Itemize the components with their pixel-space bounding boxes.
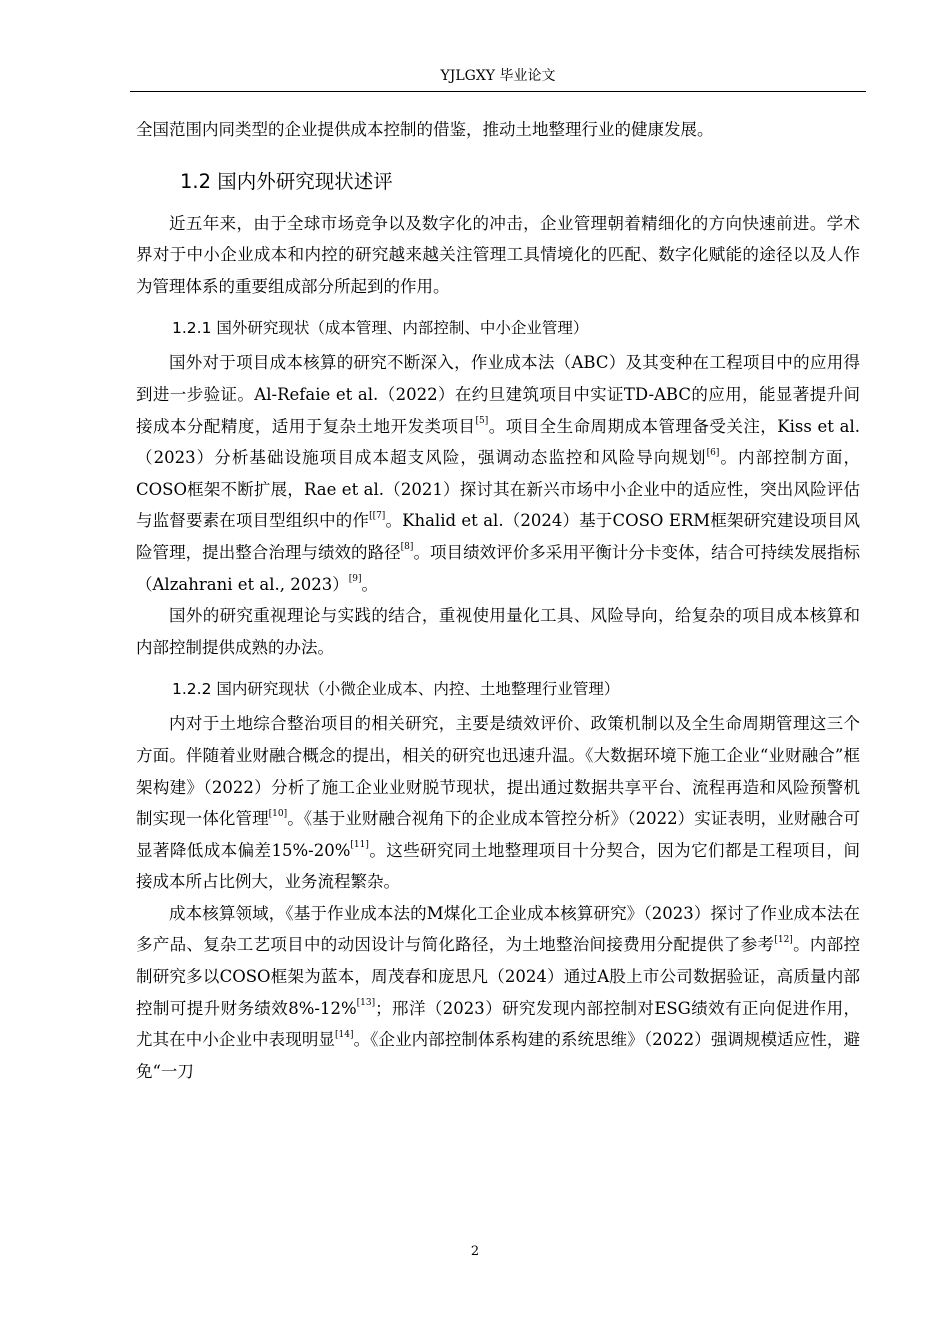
citation-ref: [11] xyxy=(350,840,369,851)
subsection-heading-1-2-2: 1.2.2 国内研究现状（小微企业成本、内控、土地整理行业管理） xyxy=(172,680,620,699)
text-run: 成本核算领域，《基于作业成本法的M煤化工企业成本核算研究》（2023）探讨了作业成本法在多产品、复杂工艺项目中的动因设计与简化路径，为土地整治间接费用分配提供了参考 xyxy=(136,903,860,955)
section-heading-1-2: 1.2 国内外研究现状述评 xyxy=(180,169,393,193)
text-run: 。Khalid et al.（2024）基于COSO ERM框架研究建设项目风险管理，提出整合治理与绩效的路径 xyxy=(136,511,861,562)
text-run: 。项目全生命周期成本管理备受关注，Kiss et al.（2023）分析基础设施项目成本超支风险，强调动态监控和风险导向规划 xyxy=(136,416,860,468)
page-number: 2 xyxy=(470,1244,480,1259)
text-run: 。内部控制研究多以COSO框架为蓝本，周茂春和庞思凡（2024）通过A股上市公司数据验证，高质量内部控制可提升财务绩效8%-12% xyxy=(136,935,861,1018)
paragraph-foreign-summary: 国外的研究重视理论与实践的结合，重视使用量化工具、风险导向，给复杂的项目成本核算和内部控制提供成熟的办法。 xyxy=(136,606,860,657)
text-run: 内对于土地综合整治项目的相关研究，主要是绩效评价、政策机制以及全生命周期管理这三个方面。伴随着业财融合概念的提出，相关的研究也迅速升温。《大数据环境下施工企业“业财融合”框架构建》（2022）分析了施工企业业财脱节现状，提出通过数据共享平台、流程再造和风险预警机制实现一体化管理 xyxy=(136,714,860,829)
citation-ref: [9] xyxy=(348,574,362,585)
text-run: 。内部控制方面，COSO框架不断扩展，Rae et al.（2021）探讨其在新兴市场中小企业中的适应性，突出风险评估与监督要素在项目型组织中的作 xyxy=(136,448,860,531)
citation-ref: [14] xyxy=(335,1029,354,1040)
paragraph-domestic-research xyxy=(136,708,860,898)
citation-ref: [12] xyxy=(774,934,793,945)
paragraph-continuation: 全国范围内同类型的企业提供成本控制的借鉴，推动土地整理行业的健康发展。 xyxy=(136,120,714,139)
text-run: 。《基于业财融合视角下的企业成本管控分析》（2022）实证表明，业财融合可显著降低成本偏差15%-20% xyxy=(136,809,860,860)
document-body xyxy=(136,114,860,1087)
text-run: 。 xyxy=(361,574,378,594)
text-run: 。这些研究同土地整理项目十分契合，因为它们都是工程项目，间接成本所占比例大，业务流程繁杂。 xyxy=(136,840,860,892)
text-run: 。项目绩效评价多采用平衡计分卡变体，结合可持续发展指标（Alzahrani et al., 2023） xyxy=(136,542,861,594)
citation-ref: [5] xyxy=(475,416,489,427)
text-run: ；邢洋（2023）研究发现内部控制对ESG绩效有正向促进作用，尤其在中小企业中表现明显 xyxy=(136,998,860,1050)
header-title: YJLGXY 毕业论文 xyxy=(440,68,556,84)
paragraph-intro: 近五年来，由于全球市场竞争以及数字化的冲击，企业管理朝着精细化的方向快速前进。学术界对于中小企业成本和内控的研究越来越关注管理工具情境化的匹配、数字化赋能的途径以及人作为管理体系的重要组成部分所起到的作用。 xyxy=(136,213,860,296)
paragraph-foreign-research xyxy=(136,347,860,600)
paragraph-cost-accounting xyxy=(136,898,860,1088)
text-run: 国外对于项目成本核算的研究不断深入，作业成本法（ABC）及其变种在工程项目中的应用得到进一步验证。Al-Refaie et al.（2022）在约旦建筑项目中实证TD-ABC的应用，能显著提升间接成本分配精度，适用于复杂土地开发类项目 xyxy=(136,353,860,436)
citation-ref: [13] xyxy=(356,998,376,1009)
subsection-heading-1-2-1: 1.2.1 国外研究现状（成本管理、内部控制、中小企业管理） xyxy=(172,319,589,338)
citation-ref: [[7] xyxy=(369,510,386,521)
page-header xyxy=(130,66,866,92)
text-run: 。《企业内部控制体系构建的系统思维》（2022）强调规模适应性，避免“一刀 xyxy=(136,1030,861,1081)
citation-ref: [8] xyxy=(400,542,414,553)
citation-ref: [10] xyxy=(268,808,288,819)
citation-ref: [6] xyxy=(706,447,720,458)
